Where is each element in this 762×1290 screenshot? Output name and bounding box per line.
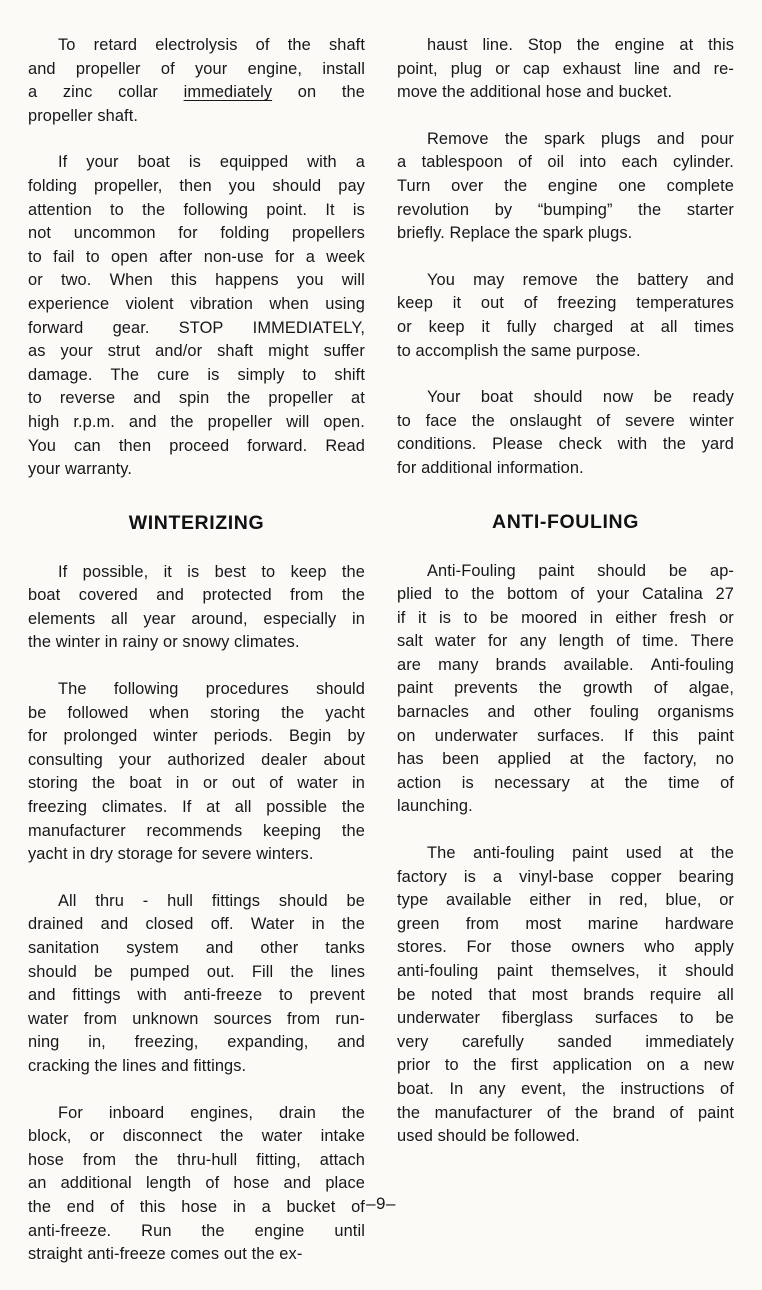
heading-anti-fouling: ANTI-FOULING: [492, 510, 639, 533]
text-line: All thru - hull fittings should be: [58, 891, 365, 910]
text-line: launching.: [397, 797, 473, 816]
text-line: for prolonged winter periods. Begin by: [28, 727, 365, 746]
text-line: prior to the first application on a new: [397, 1056, 734, 1075]
text-line: high r.p.m. and the propeller will open.: [28, 412, 365, 431]
page-number: –9–: [366, 1194, 396, 1213]
text-line: green from most marine hardware: [397, 914, 734, 933]
text-line: to accomplish the same purpose.: [397, 341, 641, 360]
text-line: If your boat is equipped with a: [58, 153, 365, 172]
text-line: water from unknown sources from run-: [28, 1009, 365, 1028]
text-line: to fail to open after non-use for a week: [28, 247, 365, 266]
text-line: point, plug or cap exhaust line and re-: [397, 59, 734, 78]
text-line: To retard electrolysis of the shaft: [58, 36, 365, 54]
text-line: forward gear. STOP IMMEDIATELY,: [28, 318, 365, 337]
text-line: briefly. Replace the spark plugs.: [397, 224, 633, 243]
text-line: storing the boat in or out of water in: [28, 774, 365, 793]
text-line: keep it out of freezing temperatures: [397, 294, 734, 313]
text-line: the manufacturer of the brand of paint: [397, 1103, 734, 1122]
text-line: Your boat should now be ready: [427, 388, 734, 407]
text-line: Remove the spark plugs and pour: [427, 129, 734, 148]
text-line: boat covered and protected from the: [28, 586, 365, 605]
text-line: consulting your authorized dealer about: [28, 750, 365, 769]
text-line: ning in, freezing, expanding, and: [28, 1033, 365, 1052]
text-line: hose from the thru-hull fitting, attach: [28, 1150, 365, 1169]
text-line: The following procedures should: [58, 680, 365, 699]
text-line: or two. When this happens you will: [28, 271, 365, 290]
paragraph-factory-paint-type: [397, 842, 734, 1149]
text-line: factory is a vinyl-base copper bearing: [397, 867, 734, 886]
text-line: revolution by “bumping” the starter: [397, 200, 734, 219]
paragraph-battery: [397, 269, 734, 363]
paragraph-boat-covered: [28, 561, 365, 655]
text-line: anti-fouling paint themselves, it should: [397, 962, 734, 980]
text-line: folding propeller, then you should pay: [28, 176, 365, 195]
text-line: your warranty.: [28, 460, 133, 479]
text-line: sanitation system and other tanks: [28, 939, 365, 957]
text-line: Turn over the engine one complete: [397, 176, 734, 195]
text-line: not uncommon for folding propellers: [28, 224, 365, 243]
paragraph-storing-procedures: [28, 678, 365, 867]
text-line: elements all year around, especially in: [28, 609, 365, 628]
text-line: or keep it fully charged at all times: [397, 317, 734, 336]
text-line: and fittings with anti-freeze to prevent: [28, 986, 365, 1005]
text-line: You may remove the battery and: [427, 270, 734, 289]
text-line: underwater fiberglass surfaces to be: [397, 1009, 734, 1028]
text-line: has been applied at the factory, no: [397, 750, 734, 769]
text-line: to face the onslaught of severe winter: [397, 411, 734, 430]
text-line: propeller shaft.: [28, 106, 139, 125]
underlined-word: immediately: [183, 83, 273, 102]
text-line: drained and closed off. Water in the: [28, 915, 365, 934]
text-line: damage. The cure is simply to shift: [28, 365, 365, 384]
text-line: Anti-Fouling paint should be ap-: [427, 561, 734, 580]
text-line: be followed when storing the yacht: [28, 703, 365, 722]
text-line: freezing climates. If at all possible the: [28, 798, 365, 817]
left-column: [28, 34, 365, 1290]
text-line: the winter in rainy or snowy climates.: [28, 633, 300, 652]
text-line: attention to the following point. It is: [28, 200, 365, 219]
text-line: move the additional hose and bucket.: [397, 83, 673, 102]
paragraph-inboard-engines: [28, 1102, 365, 1267]
text-line: If possible, it is best to keep the: [58, 562, 365, 581]
paragraph-winter-ready: [397, 386, 734, 480]
text-line: stores. For those owners who apply: [397, 938, 734, 957]
text-line: plied to the bottom of your Catalina 27: [397, 585, 734, 604]
text-line: should be pumped out. Fill the lines: [28, 962, 365, 981]
text-line: an additional length of hose and place: [28, 1174, 365, 1193]
text-line: very carefully sanded immediately: [397, 1032, 734, 1051]
text-line: if it is to be moored in either fresh or: [397, 608, 734, 627]
text-line: be noted that most brands require all: [397, 985, 734, 1004]
text-line: barnacles and other fouling organisms: [397, 703, 734, 722]
text-line: haust line. Stop the engine at this: [427, 36, 734, 54]
text-line: The anti-fouling paint used at the: [427, 844, 734, 863]
text-line: used should be followed.: [397, 1127, 580, 1146]
text-line: For inboard engines, drain the: [58, 1103, 365, 1122]
paragraph-folding-propeller: [28, 151, 365, 481]
text-line: as your strut and/or shaft might suffer: [28, 342, 365, 361]
text-line: action is necessary at the time of: [397, 773, 734, 792]
text-line: cracking the lines and fittings.: [28, 1056, 247, 1075]
text-line: paint prevents the growth of algae,: [397, 679, 734, 698]
paragraph-zinc-collar: [28, 34, 365, 128]
text-line: manufacturer recommends keeping the: [28, 821, 365, 840]
text-line: the end of this hose in a bucket of: [28, 1197, 365, 1216]
text-line: experience violent vibration when using: [28, 294, 365, 313]
text-line: anti-freeze. Run the engine until: [28, 1221, 365, 1240]
text-line: You can then proceed forward. Read: [28, 436, 365, 455]
paragraph-exhaust-line-continued: [397, 34, 734, 105]
paragraph-thru-hull-fittings: [28, 890, 365, 1079]
text-line: a zinc collar immediately on the: [28, 83, 365, 102]
text-line: conditions. Please check with the yard: [397, 435, 734, 454]
text-line: straight anti-freeze comes out the ex-: [28, 1245, 303, 1264]
text-line: on underwater surfaces. If this paint: [397, 726, 734, 745]
text-line: yacht in dry storage for severe winters.: [28, 845, 314, 864]
text-line: to reverse and spin the propeller at: [28, 389, 365, 408]
text-line: are many brands available. Anti-fouling: [397, 655, 734, 674]
text-line: block, or disconnect the water intake: [28, 1127, 365, 1146]
text-line: a tablespoon of oil into each cylinder.: [397, 153, 734, 172]
paragraph-anti-fouling-paint: [397, 560, 734, 820]
text-line: and propeller of your engine, install: [28, 59, 365, 78]
text-line: salt water for any length of time. There: [397, 632, 734, 651]
text-line: for additional information.: [397, 458, 584, 477]
text-line: boat. In any event, the instructions of: [397, 1079, 734, 1098]
text-line: type available either in red, blue, or: [397, 891, 734, 910]
two-column-body: [28, 34, 734, 1290]
heading-winterizing: WINTERIZING: [128, 511, 265, 534]
right-column: [397, 34, 734, 1290]
paragraph-spark-plugs: [397, 128, 734, 246]
